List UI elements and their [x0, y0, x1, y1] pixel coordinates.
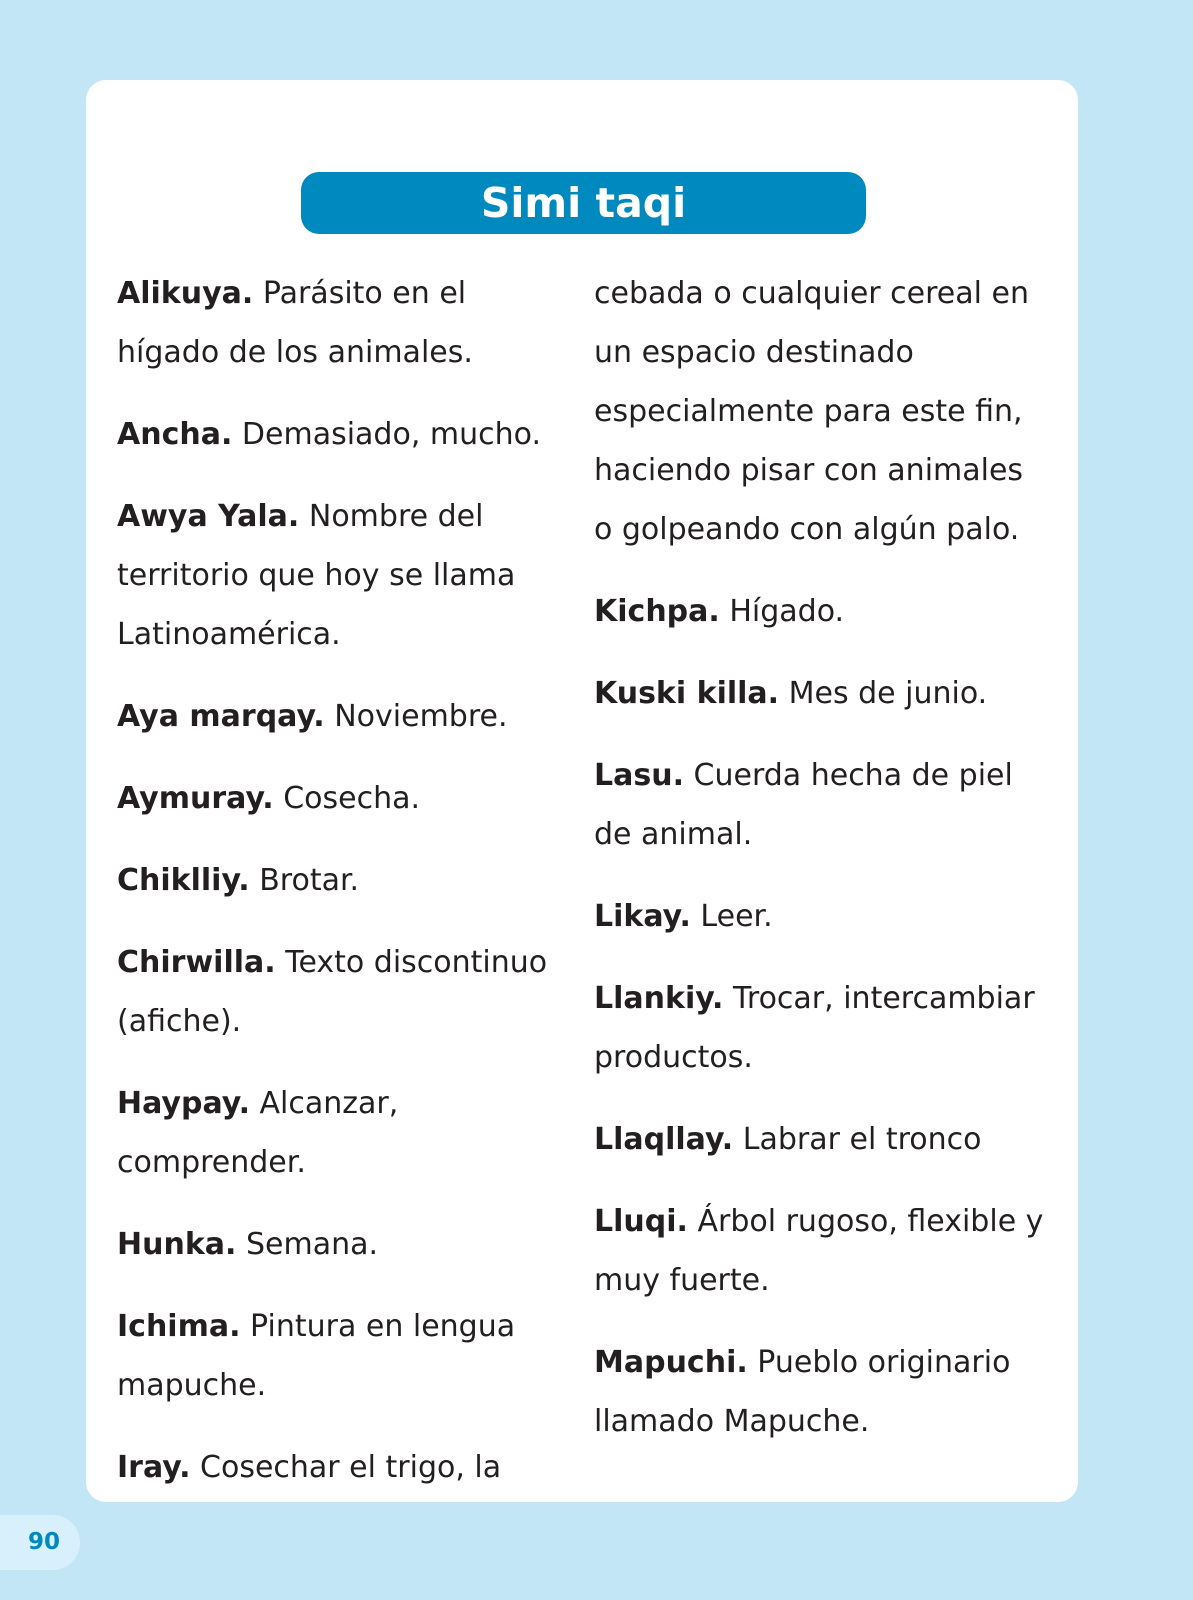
glossary-card [86, 80, 1078, 1502]
entry-term: Ancha. [117, 417, 233, 452]
entry-term: Lasu. [594, 758, 684, 793]
glossary-entry [594, 887, 1044, 946]
entry-definition: Mes de junio. [788, 676, 988, 711]
entry-term: Chiklliy. [117, 863, 250, 898]
page-number: 90 [0, 1515, 80, 1570]
glossary-entry [594, 1110, 1044, 1169]
entry-definition: Noviembre. [334, 699, 508, 734]
entry-definition: Alcanzar, comprender. [117, 1086, 399, 1180]
entry-definition: Nombre del territorio que hoy se llama Latinoamérica. [117, 499, 516, 652]
glossary-entry [594, 746, 1044, 864]
glossary-entry [117, 1438, 567, 1497]
entry-definition: Hígado. [729, 594, 845, 629]
entry-term: Lluqi. [594, 1204, 688, 1239]
entry-definition: Labrar el tronco [742, 1122, 982, 1157]
glossary-entry [594, 582, 1044, 641]
glossary-right-column [594, 264, 1044, 1474]
entry-definition: Semana. [245, 1227, 379, 1262]
entry-term: Chirwilla. [117, 945, 276, 980]
entry-definition: Texto discontinuo (afiche). [117, 945, 548, 1039]
entry-definition: Cosechar el trigo, la [200, 1450, 502, 1485]
entry-term: Awya Yala. [117, 499, 300, 534]
entry-definition: Pintura en lengua mapuche. [117, 1309, 516, 1403]
glossary-entry [117, 933, 567, 1051]
entry-definition: Parásito en el hígado de los animales. [117, 276, 473, 370]
entry-definition: Leer. [700, 899, 773, 934]
entry-term: Ichima. [117, 1309, 241, 1344]
entry-definition: Demasiado, mucho. [241, 417, 541, 452]
glossary-entry-continuation: cebada o cualquier cereal en un espacio destinado especialmente para este fin, haciendo pisar con animales o golpeando con algún palo. [594, 276, 1029, 547]
glossary-entry [117, 487, 567, 664]
entry-term: Iray. [117, 1450, 191, 1485]
glossary-entry [594, 1333, 1044, 1451]
entry-term: Hunka. [117, 1227, 237, 1262]
entry-term: Kichpa. [594, 594, 720, 629]
entry-term: Llankiy. [594, 981, 724, 1016]
entry-term: Kuski killa. [594, 676, 780, 711]
glossary-entry [117, 687, 567, 746]
glossary-title: Simi taqi [301, 172, 866, 234]
entry-definition: Brotar. [259, 863, 360, 898]
glossary-entry [594, 1192, 1044, 1310]
glossary-left-column [117, 264, 567, 1520]
glossary-entry [117, 1297, 567, 1415]
entry-definition: Trocar, intercambiar productos. [594, 981, 1035, 1075]
entry-term: Aymuray. [117, 781, 274, 816]
entry-definition: Cosecha. [283, 781, 421, 816]
entry-term: Likay. [594, 899, 691, 934]
entry-definition: Pueblo originario llamado Mapuche. [594, 1345, 1011, 1439]
glossary-entry [117, 405, 567, 464]
entry-term: Haypay. [117, 1086, 250, 1121]
glossary-entry [117, 851, 567, 910]
glossary-entry [117, 1074, 567, 1192]
glossary-entry [594, 969, 1044, 1087]
entry-term: Llaqllay. [594, 1122, 734, 1157]
glossary-entry [594, 664, 1044, 723]
entry-term: Mapuchi. [594, 1345, 748, 1380]
glossary-entry [117, 769, 567, 828]
entry-definition: Cuerda hecha de piel de animal. [594, 758, 1013, 852]
entry-term: Alikuya. [117, 276, 254, 311]
glossary-entry [117, 264, 567, 382]
entry-definition: Árbol rugoso, flexible y muy fuerte. [594, 1204, 1044, 1298]
entry-term: Aya marqay. [117, 699, 325, 734]
glossary-entry [117, 1215, 567, 1274]
